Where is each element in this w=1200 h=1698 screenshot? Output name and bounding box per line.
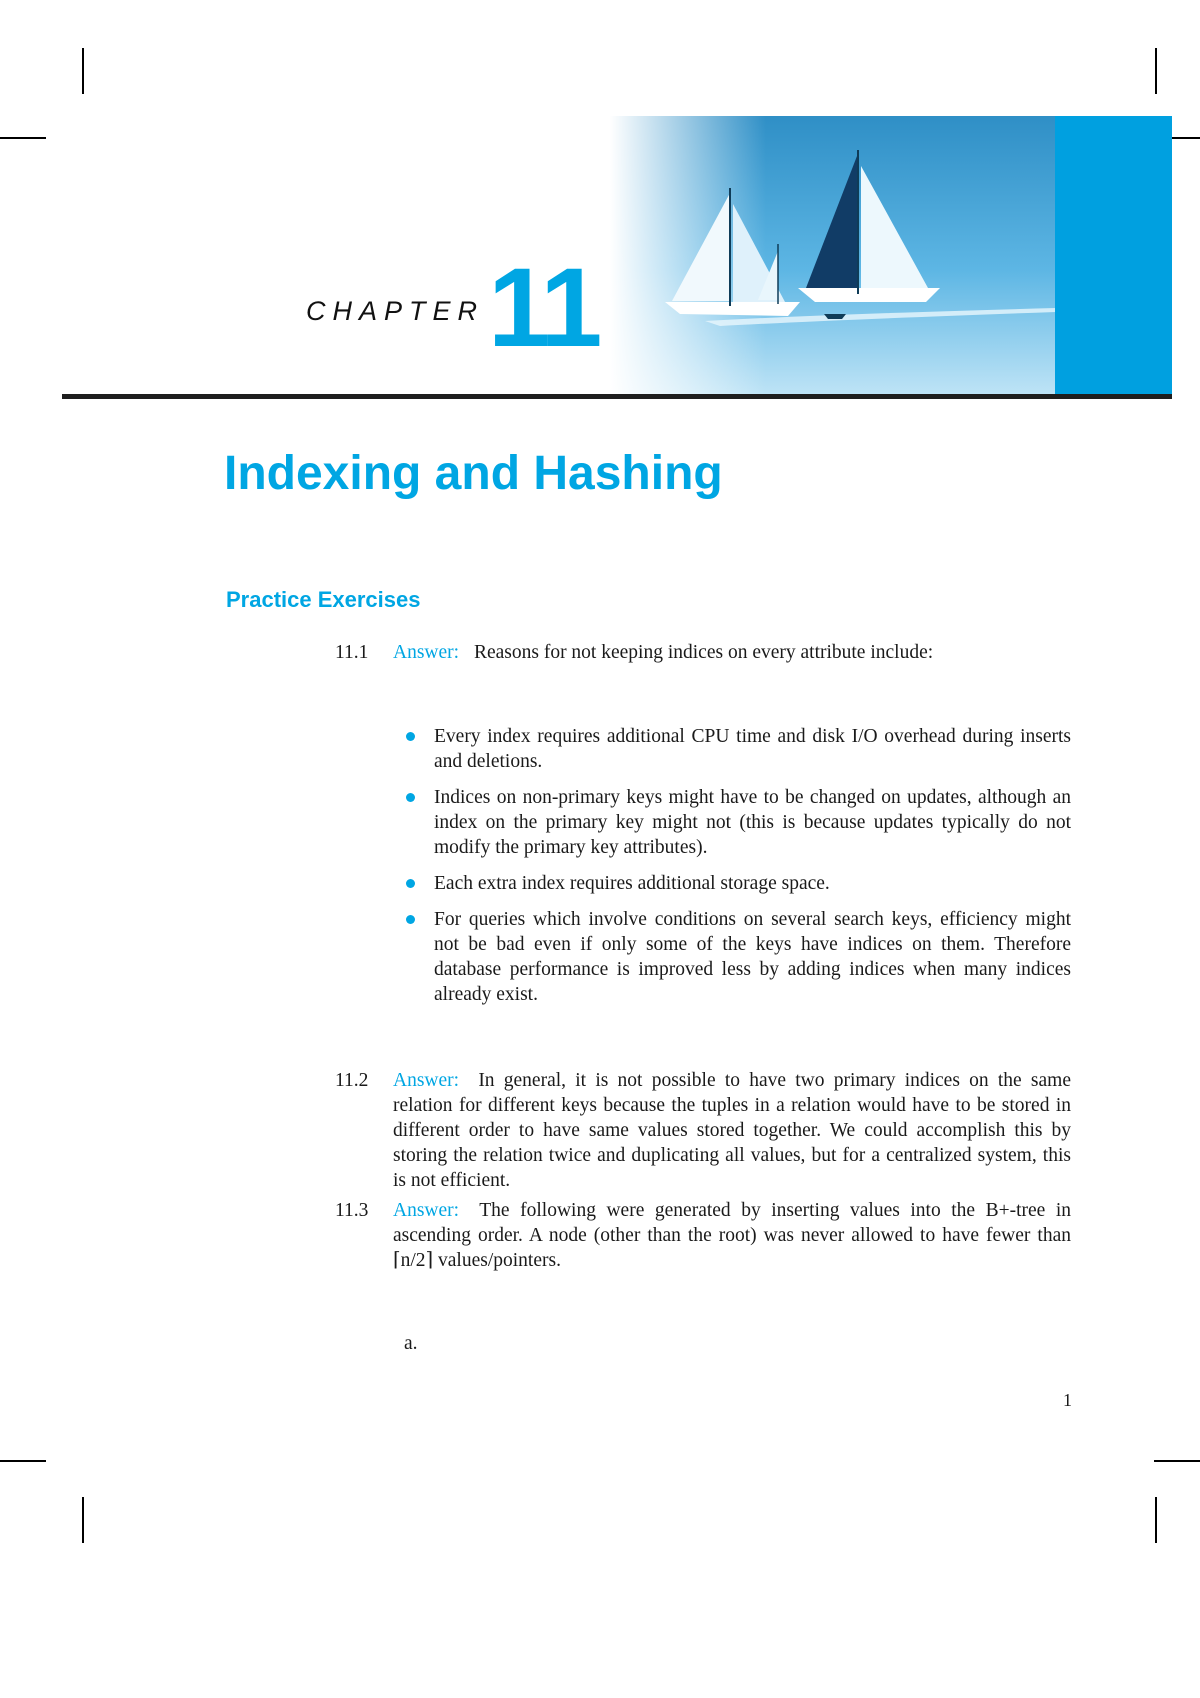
exercise-11-2 [335,1068,1071,1193]
bullet-icon [406,915,415,924]
list-item [398,724,1071,774]
crop-mark-bottom-left-h [0,1460,46,1462]
crop-mark-top-left [82,48,84,94]
crop-mark-bottom-left [82,1497,84,1543]
bullet-list [398,724,1071,1018]
list-item [398,785,1071,860]
chapter-number: 11 [488,245,599,370]
bullet-icon [406,879,415,888]
answer-label: Answer: [393,1200,460,1221]
crop-mark-top-right [1155,48,1157,94]
exercise-11-3 [335,1198,1071,1273]
section-heading: Practice Exercises [226,587,421,612]
list-item [398,871,1071,896]
crop-mark-top-left-h [0,137,46,139]
bullet-icon [406,793,415,802]
exercise-text: Reasons for not keeping indices on every attribute include: [473,642,934,663]
header-rule [62,394,1172,399]
crop-mark-bottom-right [1155,1497,1157,1543]
crop-mark-bottom-right-h [1154,1460,1200,1462]
chapter-color-tab [1055,116,1172,396]
list-item-text: Indices on non-primary keys might have to be changed on updates, although an index on the primary key might not (this is because updates typically do not modify the primary key attributes). [434,787,1071,858]
exercise-number: 11.2 [335,1070,369,1091]
list-item-text: Every index requires additional CPU time and disk I/O overhead during inserts and deletions. [434,726,1071,772]
list-item-text: For queries which involve conditions on several search keys, efficiency might not be bad even if only some of the keys have indices on them. Therefore database performance is improved less by adding indices when many indices already exist. [434,909,1071,1005]
list-item [398,907,1071,1007]
exercise-text: In general, it is not possible to have two primary indices on the same relation for different keys because the tuples in a relation would have to be stored in different order to have same values stored together. We could accomplish this by storing the relation twice and duplicating all values, but for a centralized system, this is not efficient. [393,1070,1071,1191]
exercise-11-1 [335,640,1071,665]
answer-label: Answer: [393,1070,460,1091]
bullet-icon [406,732,415,741]
exercise-text: The following were generated by inserting values into the B+-tree in ascending order. A node (other than the root) was never allowed to have fewer than ⌈n/2⌉ values/pointers. [393,1200,1071,1271]
list-item-text: Each extra index requires additional storage space. [434,873,830,894]
chapter-title: Indexing and Hashing [224,447,723,500]
answer-label: Answer: [393,642,460,663]
page-number: 1 [1063,1390,1072,1410]
subitem-label: a. [404,1333,418,1354]
sailboat-photo [610,116,1056,396]
exercise-number: 11.3 [335,1200,369,1221]
exercise-number: 11.1 [335,642,369,663]
chapter-label: CHAPTER [306,296,485,326]
